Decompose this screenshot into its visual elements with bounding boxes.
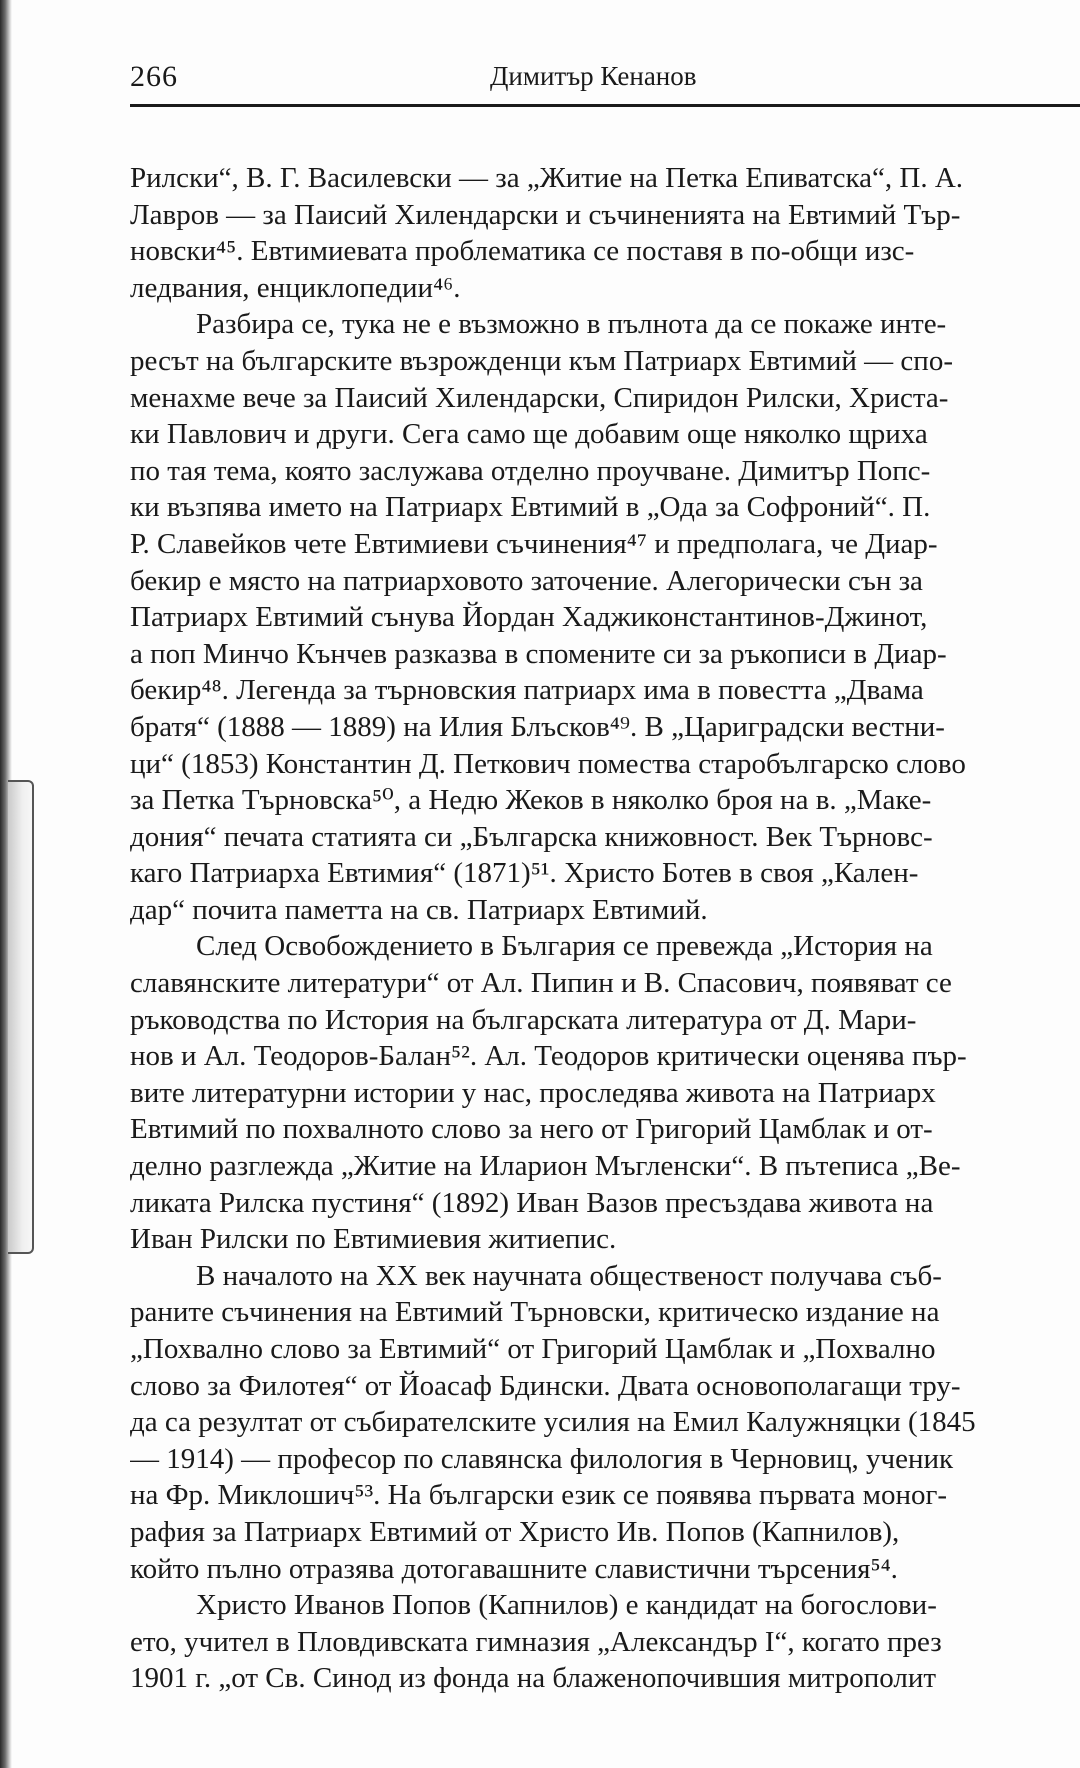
text-line: за Петка Търновска⁵⁰, а Недю Жеков в няколко броя на в. „Маке- bbox=[130, 784, 932, 817]
text-line: ето, учител в Пловдивската гимназия „Александър I“, когато през bbox=[130, 1625, 942, 1658]
text-line: който пълно отразява дотогавашните славистични търсения⁵⁴. bbox=[130, 1552, 898, 1585]
running-header bbox=[130, 60, 1080, 100]
text-line: ръководства по История на българската литература от Д. Мари- bbox=[130, 1003, 917, 1036]
text-line: ки възпява името на Патриарх Евтимий в „Ода за Софроний“. П. bbox=[130, 491, 931, 524]
page-number: 266 bbox=[130, 60, 178, 93]
text-line: ресът на българските възрожденци към Патриарх Евтимий — спо- bbox=[130, 344, 953, 377]
text-line: Патриарх Евтимий сънува Йордан Хаджиконстантинов-Джинот, bbox=[130, 601, 928, 634]
text-line: След Освобождението в България се превежда „История на bbox=[196, 930, 933, 963]
text-line: Иван Рилски по Евтимиевия житиепис. bbox=[130, 1223, 617, 1256]
text-line: новски⁴⁵. Евтимиевата проблематика се поставя в по-общи изс- bbox=[130, 235, 915, 268]
text-line: Рилски“, В. Г. Василевски — за „Житие на Петка Епиватска“, П. А. bbox=[130, 162, 964, 194]
text-line: раните съчинения на Евтимий Търновски, критическо издание на bbox=[130, 1296, 940, 1329]
text-line: братя“ (1888 — 1889) на Илия Блъсков⁴⁹. В „Цариградски вестни- bbox=[130, 710, 945, 743]
text-line: Р. Славейков чете Евтимиеви съчинения⁴⁷ и предполага, че Диар- bbox=[130, 527, 938, 560]
text-line: В началото на XX век научната общественост получава съб- bbox=[196, 1259, 942, 1292]
text-line: дония“ печата статията си „Българска книжовност. Век Търновс- bbox=[130, 820, 933, 853]
text-line: ледвания, енциклопедии⁴⁶. bbox=[130, 271, 461, 304]
text-line: — 1914) — професор по славянска филология в Черновиц, ученик bbox=[130, 1442, 954, 1475]
text-line: Лавров — за Паисий Хилендарски и съчиненията на Евтимий Тър- bbox=[130, 198, 961, 231]
text-line: на Фр. Миклошич⁵³. На български език се появява първата моног- bbox=[130, 1479, 948, 1512]
text-line: а поп Минчо Кънчев разказва в спомените си за ръкописи в Диар- bbox=[130, 637, 947, 670]
text-line: бекир⁴⁸. Легенда за търновския патриарх има в повестта „Двама bbox=[130, 674, 924, 707]
text-line: „Похвално слово за Евтимий“ от Григорий Цамблак и „Похвално bbox=[130, 1333, 936, 1365]
text-line: менахме вече за Паисий Хилендарски, Спиридон Рилски, Христа- bbox=[130, 381, 949, 414]
text-line: нов и Ал. Теодоров-Балан⁵². Ал. Теодоров критически оценява пър- bbox=[130, 1040, 967, 1073]
text-line: да са резултат от събирателските усилия на Емил Калужняцки (1845 bbox=[130, 1406, 976, 1439]
text-line: дар“ почита паметта на св. Патриарх Евтимий. bbox=[130, 893, 708, 926]
text-line: по тая тема, която заслужава отделно проучване. Димитър Попс- bbox=[130, 454, 931, 487]
body-text bbox=[130, 160, 1070, 1760]
text-line: бекир е място на патриарховото заточение. Алегорически сън за bbox=[130, 564, 923, 597]
text-line: ликата Рилска пустиня“ (1892) Иван Вазов пресъздава живота на bbox=[130, 1186, 934, 1219]
text-line: Разбира се, тука не е възможно в пълнота да се покаже инте- bbox=[196, 308, 947, 341]
header-rule bbox=[130, 104, 1080, 107]
text-line: Христо Иванов Попов (Капнилов) е кандидат на богослови- bbox=[196, 1589, 937, 1622]
text-line: Евтимий по похвалното слово за него от Григорий Цамблак и от- bbox=[130, 1113, 933, 1146]
binding-tab bbox=[8, 780, 34, 1254]
text-line: вите литературни истории у нас, проследява живота на Патриарх bbox=[130, 1076, 936, 1109]
text-line: 1901 г. „от Св. Синод из фонда на блаженопочившия митрополит bbox=[130, 1662, 937, 1695]
text-line: рафия за Патриарх Евтимий от Христо Ив. Попов (Капнилов), bbox=[130, 1515, 900, 1548]
text-line: слово за Филотея“ от Йоасаф Бдински. Двата основополагащи тру- bbox=[130, 1369, 961, 1402]
text-line: делно разглежда „Житие на Иларион Мъгленски“. В пътеписа „Ве- bbox=[130, 1150, 961, 1183]
text-line: славянските литератури“ от Ал. Пипин и В. Спасович, появяват се bbox=[130, 967, 952, 1000]
text-line: ци“ (1853) Константин Д. Петкович помества старобългарско слово bbox=[130, 747, 966, 780]
running-title: Димитър Кенанов bbox=[490, 61, 697, 91]
text-line: каго Патриарха Евтимия“ (1871)⁵¹. Христо Ботев в своя „Кален- bbox=[130, 857, 919, 890]
text-line: ки Павлович и други. Сега само ще добавим още няколко щриха bbox=[130, 418, 928, 451]
